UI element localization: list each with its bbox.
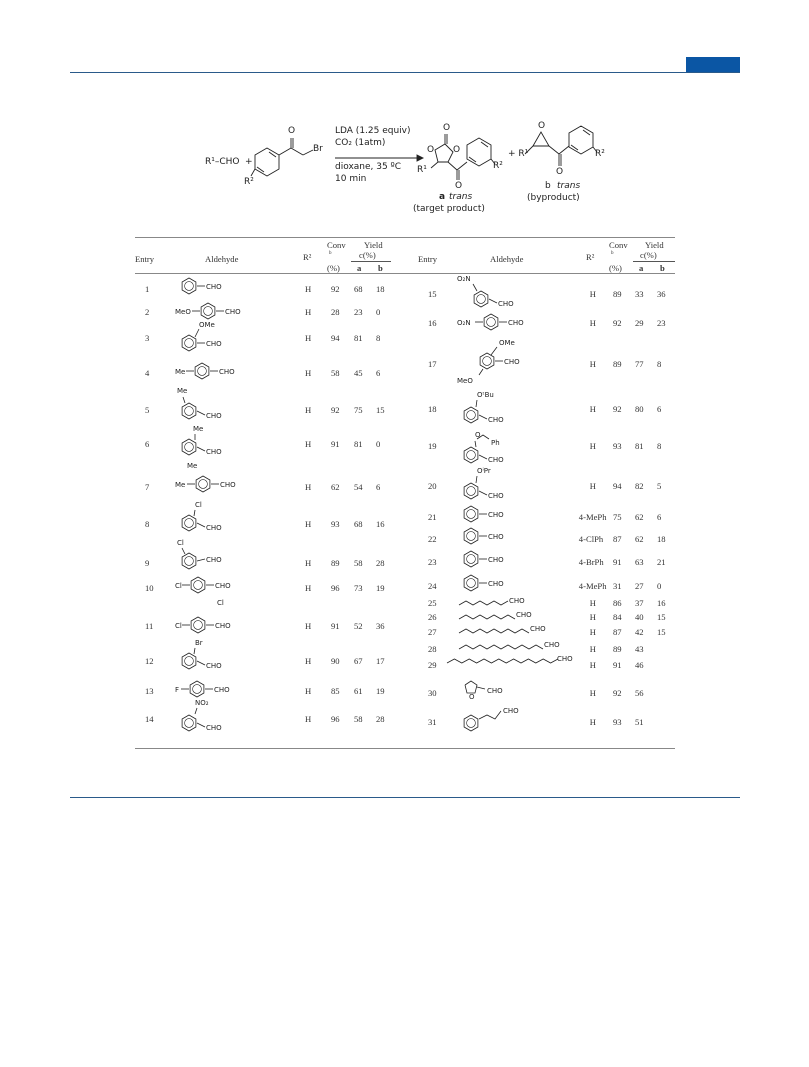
aldehyde-structure: [457, 337, 567, 387]
product-a-letter: a: [439, 192, 446, 202]
yield-a-value: 61: [354, 686, 363, 696]
entry-number: 27: [428, 627, 437, 637]
r2-value: 4-MePh: [578, 512, 607, 522]
r2-value: H: [305, 583, 312, 593]
aldehyde-structure: [175, 423, 265, 459]
conversion-value: 93: [613, 717, 622, 727]
table-bottom-rule: [135, 748, 675, 749]
structure-label: CHO: [503, 707, 519, 715]
header-b-right: b: [660, 263, 665, 273]
structure-label: OᵗBu: [477, 391, 494, 399]
yield-b-value: 16: [376, 519, 385, 529]
yield-a-value: 52: [354, 621, 363, 631]
aldehyde-structure: [175, 385, 265, 425]
r2-value: H: [305, 558, 312, 568]
header-b: b: [378, 263, 383, 273]
r2-value: H: [305, 482, 312, 492]
structure-label: CHO: [215, 582, 231, 590]
conversion-value: 85: [331, 686, 340, 696]
structure-label: Cl: [175, 582, 182, 590]
yield-a-value: 67: [354, 656, 363, 666]
structure-label: Me: [187, 462, 198, 470]
structure-label: MeO: [175, 308, 191, 316]
yield-a-value: 63: [635, 557, 644, 567]
yield-a-value: 56: [635, 688, 644, 698]
conversion-value: 96: [331, 714, 340, 724]
structure-label: CHO: [488, 416, 504, 424]
conversion-value: 89: [613, 359, 622, 369]
structure-label: Cl: [177, 539, 184, 547]
conversion-value: 58: [331, 368, 340, 378]
aldehyde-structure: [457, 465, 557, 505]
r2-value: H: [305, 714, 312, 724]
condition-co2: CO₂ (1atm): [335, 138, 386, 148]
yield-a-value: 33: [635, 289, 644, 299]
structure-label: CHO: [488, 456, 504, 464]
header-aldehyde-right: Aldehyde: [490, 254, 524, 264]
condition-base: LDA (1.25 equiv): [335, 126, 411, 136]
entry-number: 2: [145, 307, 150, 317]
structure-label: CHO: [219, 368, 235, 376]
r2-value: H: [589, 598, 597, 608]
product-b-ketone-o: O: [556, 167, 564, 177]
structure-label: CHO: [206, 340, 222, 348]
yield-b-value: 15: [376, 405, 385, 415]
structure-label: CHO: [225, 308, 241, 316]
aldehyde-structure: [175, 637, 265, 675]
aldehyde-structure: [457, 703, 557, 733]
structure-label: MeO: [457, 377, 473, 385]
entry-number: 24: [428, 581, 437, 591]
structure-label: O: [469, 693, 475, 701]
yield-b-value: 6: [657, 404, 662, 414]
entry-number: 8: [145, 519, 150, 529]
structure-label: Me: [177, 387, 188, 395]
yield-a-value: 58: [354, 558, 363, 568]
entry-number: 21: [428, 512, 437, 522]
structure-label: CHO: [504, 358, 520, 366]
yield-b-value: 15: [657, 627, 666, 637]
aldehyde-structure: [457, 623, 557, 637]
ketone-oxygen: O: [288, 126, 296, 136]
structure-label: Cl: [175, 622, 182, 630]
entry-number: 4: [145, 368, 150, 378]
entry-number: 22: [428, 534, 437, 544]
structure-label: O: [475, 431, 481, 439]
structure-label: OⁱPr: [477, 467, 491, 475]
product-b-trans: trans: [557, 181, 581, 191]
structure-label: OMe: [499, 339, 515, 347]
entry-number: 13: [145, 686, 154, 696]
aldehyde-structure: [457, 427, 567, 469]
structure-label: CHO: [498, 300, 514, 308]
header-aldehyde: Aldehyde: [205, 254, 239, 264]
yield-b-value: 6: [376, 482, 381, 492]
product-b-r2: R²: [595, 149, 605, 159]
conversion-value: 62: [331, 482, 340, 492]
r2-value: H: [305, 333, 312, 343]
yield-a-value: 40: [635, 612, 644, 622]
header-tab: [686, 57, 740, 72]
conversion-value: 93: [331, 519, 340, 529]
yield-b-value: 8: [376, 333, 381, 343]
structure-label: CHO: [206, 662, 222, 670]
entry-number: 12: [145, 656, 154, 666]
conversion-value: 92: [613, 404, 622, 414]
yield-a-value: 77: [635, 359, 644, 369]
aldehyde-structure: [457, 525, 547, 547]
conversion-value: 31: [613, 581, 622, 591]
condition-time: 10 min: [335, 174, 367, 184]
yield-a-value: 82: [635, 481, 644, 491]
reagent-aldehyde: R¹–CHO: [205, 157, 240, 167]
header-conv: Conv: [327, 240, 346, 250]
structure-label: Me: [175, 368, 186, 376]
entry-number: 18: [428, 404, 437, 414]
structure-label: CHO: [488, 556, 504, 564]
structure-label: O₂N: [457, 275, 471, 283]
aldehyde-structure: [175, 597, 285, 639]
conversion-value: 87: [613, 627, 622, 637]
structure-label: Me: [193, 425, 204, 433]
yield-b-value: 0: [376, 307, 381, 317]
yield-b-value: 19: [376, 583, 385, 593]
header-r2: R²: [303, 252, 312, 262]
conversion-value: 91: [331, 439, 340, 449]
plus-r1: + R¹: [508, 149, 529, 159]
header-conv-right: Conv: [609, 240, 628, 250]
yield-a-value: 75: [354, 405, 363, 415]
yield-a-value: 68: [354, 284, 363, 294]
entry-number: 26: [428, 612, 437, 622]
reagent-r2: R²: [244, 177, 254, 187]
aldehyde-structure: [175, 574, 285, 596]
entry-number: 15: [428, 289, 437, 299]
table-header-rule: [135, 273, 675, 274]
conversion-value: 86: [613, 598, 622, 608]
conversion-value: 92: [331, 405, 340, 415]
header-entry-right: Entry: [418, 254, 438, 264]
yield-a-value: 27: [635, 581, 644, 591]
r2-value: H: [305, 405, 312, 415]
structure-label: CHO: [206, 283, 222, 291]
yield-b-value: 0: [376, 439, 381, 449]
product-a-r1: R¹: [417, 165, 427, 175]
yield-b-value: 0: [657, 581, 662, 591]
r2-value: H: [305, 307, 312, 317]
yield-b-value: 21: [657, 557, 666, 567]
structure-label: CHO: [215, 622, 231, 630]
yield-b-value: 17: [376, 656, 385, 666]
structure-label: CHO: [220, 481, 236, 489]
entry-number: 10: [145, 583, 154, 593]
conversion-value: 87: [613, 534, 622, 544]
structure-label: CHO: [516, 611, 532, 619]
conversion-value: 93: [613, 441, 622, 451]
table-top-rule: [135, 237, 675, 238]
conversion-value: 84: [613, 612, 622, 622]
yield-a-value: 81: [354, 439, 363, 449]
conversion-value: 92: [613, 688, 622, 698]
header-rule: [70, 72, 740, 73]
entry-number: 9: [145, 558, 150, 568]
header-yield-unit-right: c(%): [640, 250, 657, 260]
yield-a-value: 54: [354, 482, 363, 492]
conversion-value: 92: [613, 318, 622, 328]
bromide-label: Br: [313, 144, 323, 154]
aldehyde-structure: [457, 548, 547, 570]
product-a-carbonyl-o: O: [443, 123, 451, 133]
structure-label: O₂N: [457, 319, 471, 327]
yield-b-value: 6: [376, 368, 381, 378]
structure-label: CHO: [488, 533, 504, 541]
yield-a-value: 81: [354, 333, 363, 343]
product-b-desc: (byproduct): [527, 193, 580, 203]
conversion-value: 94: [613, 481, 622, 491]
yield-a-value: 51: [635, 717, 644, 727]
yield-a-value: 62: [635, 512, 644, 522]
r2-value: H: [305, 284, 312, 294]
r2-value: H: [305, 368, 312, 378]
r2-value: H: [589, 404, 597, 414]
yield-b-value: 18: [376, 284, 385, 294]
entry-number: 16: [428, 318, 437, 328]
header-conv-unit: (%): [327, 263, 340, 273]
reaction-scheme: [195, 110, 625, 214]
entry-number: 29: [428, 660, 437, 670]
aldehyde-structure: [457, 311, 567, 333]
yield-b-value: 28: [376, 714, 385, 724]
yield-a-value: 62: [635, 534, 644, 544]
structure-label: CHO: [557, 655, 573, 663]
structure-label: CHO: [488, 511, 504, 519]
yield-b-value: 36: [376, 621, 385, 631]
structure-label: CHO: [206, 524, 222, 532]
r2-value: H: [589, 359, 597, 369]
r2-value: H: [589, 627, 597, 637]
structure-label: CHO: [214, 686, 230, 694]
entry-number: 28: [428, 644, 437, 654]
yield-b-value: 6: [657, 512, 662, 522]
structure-label: Ph: [491, 439, 500, 447]
structure-label: CHO: [488, 580, 504, 588]
aldehyde-structure: [175, 275, 265, 297]
yield-a-value: 43: [635, 644, 644, 654]
product-a-ring-o2: O: [453, 145, 461, 155]
product-a-ring-o1: O: [427, 145, 435, 155]
header-entry: Entry: [135, 254, 155, 264]
aldehyde-structure: [457, 595, 537, 609]
plus-sign: +: [245, 157, 253, 167]
r2-value: H: [305, 439, 312, 449]
footer-rule: [70, 797, 740, 798]
yield-b-value: 16: [657, 598, 666, 608]
r2-value: H: [305, 519, 312, 529]
r2-value: 4-BrPh: [578, 557, 604, 567]
entry-number: 5: [145, 405, 150, 415]
conversion-value: 91: [613, 660, 622, 670]
r2-value: H: [589, 612, 597, 622]
header-yield-unit: c(%): [359, 250, 376, 260]
yield-a-value: 37: [635, 598, 644, 608]
entry-number: 11: [145, 621, 154, 631]
entry-number: 31: [428, 717, 437, 727]
structure-label: CHO: [206, 448, 222, 456]
yield-b-value: 15: [657, 612, 666, 622]
conversion-value: 90: [331, 656, 340, 666]
aldehyde-structure: [175, 360, 285, 382]
r2-value: H: [589, 660, 597, 670]
conversion-value: 91: [331, 621, 340, 631]
yield-a-value: 29: [635, 318, 644, 328]
structure-label: NO₂: [195, 699, 209, 707]
entry-number: 3: [145, 333, 150, 343]
structure-label: CHO: [509, 597, 525, 605]
yield-a-value: 68: [354, 519, 363, 529]
structure-label: CHO: [487, 687, 503, 695]
conversion-value: 89: [613, 644, 622, 654]
r2-value: 4-ClPh: [578, 534, 604, 544]
product-a-trans: trans: [449, 192, 473, 202]
r2-value: H: [305, 686, 312, 696]
aldehyde-structure: [175, 697, 265, 737]
structure-label: CHO: [508, 319, 524, 327]
structure-label: CHO: [206, 724, 222, 732]
r2-value: H: [305, 656, 312, 666]
yield-a-value: 45: [354, 368, 363, 378]
yield-a-value: 23: [354, 307, 363, 317]
aldehyde-structure: [445, 651, 575, 667]
product-b-letter: b: [545, 181, 551, 191]
aldehyde-structure: [175, 537, 265, 575]
header-r2-right: R²: [586, 252, 595, 262]
aldehyde-structure: [457, 609, 547, 623]
conversion-value: 89: [331, 558, 340, 568]
structure-label: Br: [195, 639, 203, 647]
header-conv-sup: b: [329, 251, 332, 256]
yield-b-value: 18: [657, 534, 666, 544]
product-b-epoxide-o: O: [538, 121, 546, 131]
yield-b-value: 36: [657, 289, 666, 299]
aldehyde-structure: [457, 273, 557, 313]
yield-b-value: 8: [657, 359, 662, 369]
entry-number: 25: [428, 598, 437, 608]
structure-label: CHO: [206, 556, 222, 564]
conversion-value: 96: [331, 583, 340, 593]
product-a-ketone-o: O: [455, 181, 463, 191]
entry-number: 19: [428, 441, 437, 451]
aldehyde-structure: [175, 460, 285, 500]
aldehyde-structure: [457, 572, 547, 594]
r2-value: H: [305, 621, 312, 631]
r2-value: H: [589, 318, 597, 328]
yield-a-value: 58: [354, 714, 363, 724]
structure-label: Me: [175, 481, 186, 489]
aldehyde-structure: [175, 499, 265, 537]
structure-label: Cl: [217, 599, 224, 607]
product-a-desc: (target product): [413, 204, 485, 214]
r2-value: 4-MePh: [578, 581, 607, 591]
aldehyde-structure: [457, 675, 537, 701]
header-yield: Yield: [364, 240, 383, 250]
yield-b-value: 5: [657, 481, 662, 491]
header-conv-sup-right: b: [611, 251, 614, 256]
entry-number: 30: [428, 688, 437, 698]
aldehyde-structure: [175, 319, 265, 355]
entry-number: 17: [428, 359, 437, 369]
r2-value: H: [589, 688, 597, 698]
yield-b-value: 28: [376, 558, 385, 568]
entry-number: 23: [428, 557, 437, 567]
conversion-value: 91: [613, 557, 622, 567]
aldehyde-structure: [457, 503, 547, 525]
header-conv-unit-right: (%): [609, 263, 622, 273]
product-a-r2: R²: [493, 161, 503, 171]
conversion-value: 75: [613, 512, 622, 522]
yield-b-value: 23: [657, 318, 666, 328]
r2-value: H: [589, 481, 597, 491]
conversion-value: 92: [331, 284, 340, 294]
structure-label: Cl: [195, 501, 202, 509]
structure-label: CHO: [488, 492, 504, 500]
r2-value: H: [589, 717, 597, 727]
aldehyde-structure: [457, 389, 557, 429]
entry-number: 14: [145, 714, 154, 724]
yield-a-value: 46: [635, 660, 644, 670]
entry-number: 20: [428, 481, 437, 491]
yield-a-value: 81: [635, 441, 644, 451]
structure-label: F: [175, 686, 180, 694]
structure-label: CHO: [530, 625, 546, 633]
conversion-value: 28: [331, 307, 340, 317]
entry-number: 6: [145, 439, 150, 449]
header-yield-right: Yield: [645, 240, 664, 250]
entry-number: 1: [145, 284, 150, 294]
header-a-right: a: [639, 263, 644, 273]
r2-value: H: [589, 441, 597, 451]
yield-b-value: 8: [657, 441, 662, 451]
entry-number: 7: [145, 482, 150, 492]
conversion-value: 94: [331, 333, 340, 343]
structure-label: CHO: [206, 412, 222, 420]
yield-rule-right: [633, 261, 675, 262]
yield-a-value: 80: [635, 404, 644, 414]
r2-value: H: [589, 289, 597, 299]
r2-value: H: [589, 644, 597, 654]
structure-label: OMe: [199, 321, 215, 329]
conversion-value: 89: [613, 289, 622, 299]
header-a: a: [357, 263, 362, 273]
yield-b-value: 19: [376, 686, 385, 696]
yield-a-value: 42: [635, 627, 644, 637]
yield-rule-left: [351, 261, 391, 262]
condition-solvent: dioxane, 35 ºC: [335, 162, 402, 172]
yield-a-value: 73: [354, 583, 363, 593]
structure-label: CHO: [544, 641, 560, 649]
